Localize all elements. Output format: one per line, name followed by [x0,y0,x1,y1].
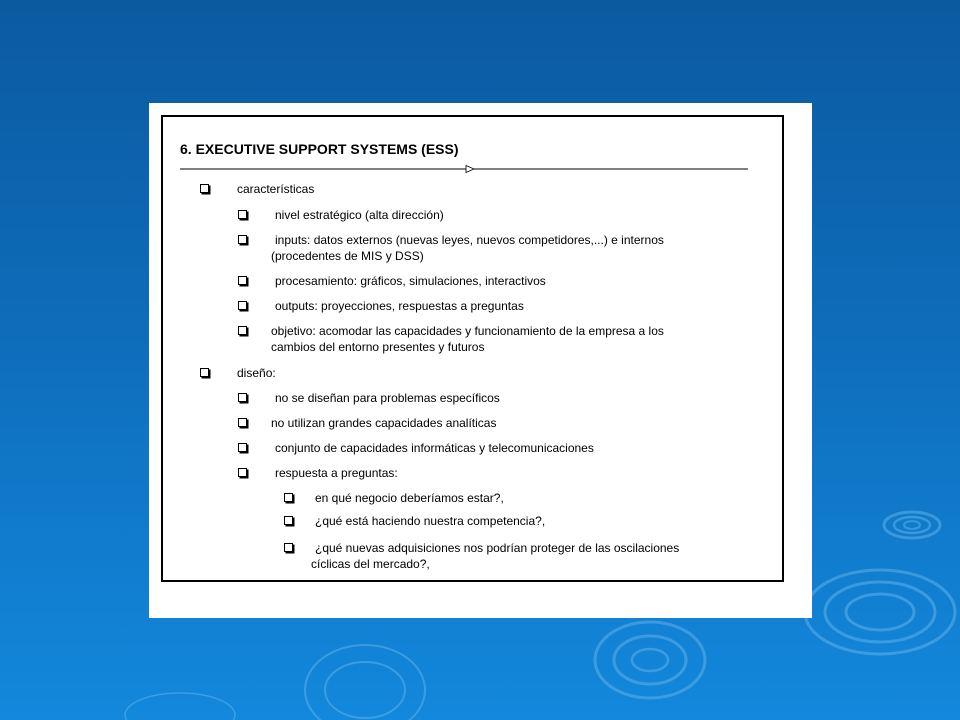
checkbox-square-icon [238,276,247,285]
checkbox-square-icon [238,393,247,402]
checkbox-square-icon [200,184,209,193]
arrow-marker-icon [466,166,474,173]
title-rule [180,165,748,173]
checkbox-square-icon [238,210,247,219]
checkbox-square-icon [238,468,247,477]
checkbox-square-icon [284,516,293,525]
checkbox-square-icon [284,543,293,552]
checkbox-square-icon [238,443,247,452]
checkbox-square-icon [238,235,247,244]
checkbox-square-icon [284,493,293,502]
checkbox-square-icon [238,301,247,310]
checkbox-square-icon [200,368,209,377]
checkbox-square-icon [238,418,247,427]
page-title: 6. EXECUTIVE SUPPORT SYSTEMS (ESS) [180,141,459,157]
document-sheet: 6. EXECUTIVE SUPPORT SYSTEMS (ESS) características nivel estratégico (alta dirección) inputs: datos externos (nuevas leyes, nuevos competidores,...) e internos (procedentes de MIS y DSS) procesamiento: gráficos, simulaciones, interactivos outputs: proyecciones, respuestas a preguntas objetivo: acomodar las capacidades y funcionamiento de la empresa a los cambios del entorno presentes y futuros diseño: no se diseñan para problemas específicos no utilizan grandes capacidades analíticas conjunto de capacidades informáticas y telecomunicaciones respuesta a preguntas: en qué negocio deberíamos estar?, ¿qué está haciendo nuestra competencia?, ¿qué nuevas adquisiciones nos podrían proteger de las oscilaciones cíclicas del mercado?, [149,103,812,618]
checkbox-square-icon [238,326,247,335]
